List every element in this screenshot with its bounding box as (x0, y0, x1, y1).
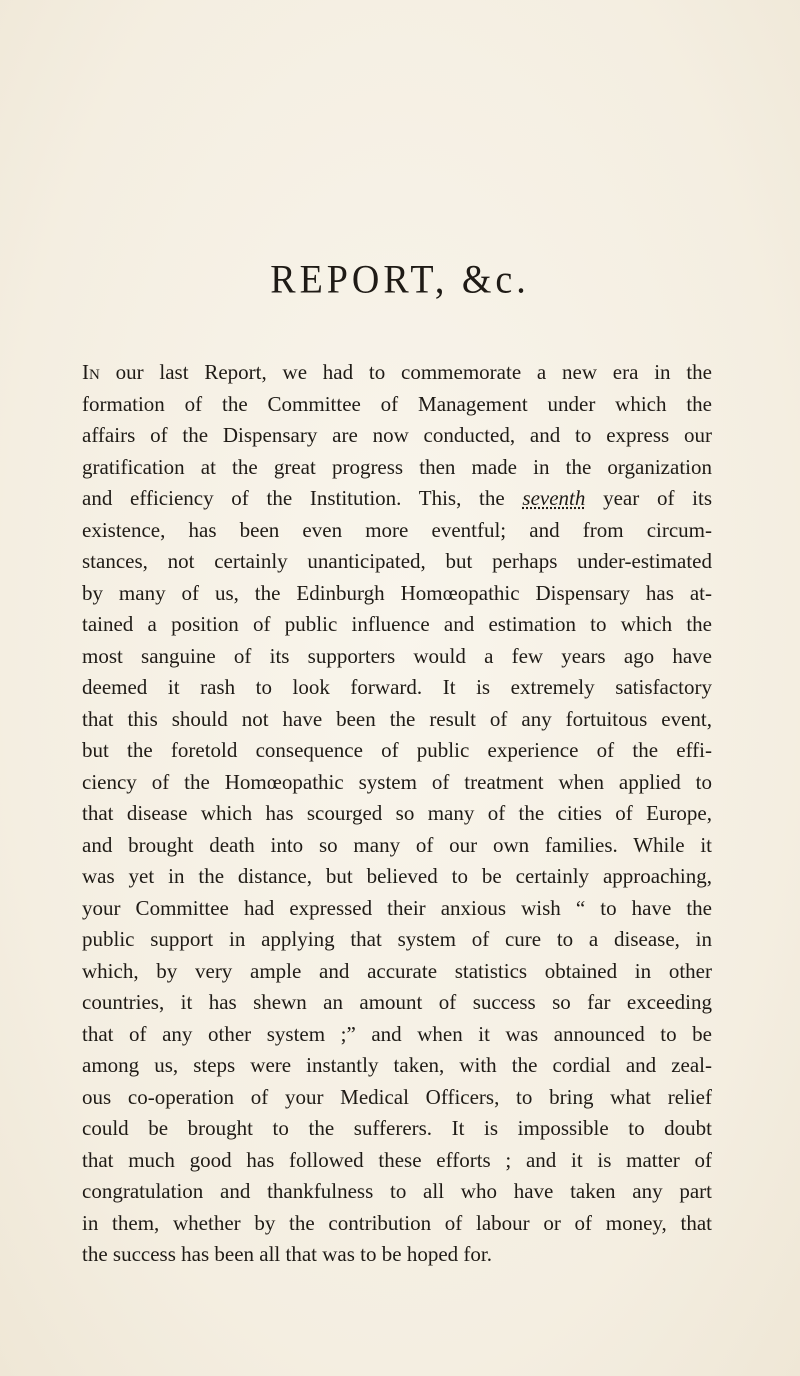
text-line: was yet in the distance, but believed to be certainly approaching, (82, 864, 712, 888)
text-line: existence, has been even more eventful; and from circum- (82, 517, 712, 542)
text-line: that this should not have been the result of any fortuitous event, (82, 706, 712, 731)
text-line: and brought death into so many of our own families. While it (82, 832, 712, 857)
text-line: affairs of the Dispensary are now conducted, and to express our (82, 423, 712, 447)
report-title: REPORT, &c. (270, 257, 530, 303)
line-text: our last Report, we had to commemorate a new era in the (99, 360, 712, 384)
text-line: by many of us, the Edinburgh Homœopathic Dispensary has at- (82, 580, 712, 605)
text-line: but the foretold consequence of public experience of the effi- (82, 738, 712, 762)
text-line: congratulation and thankfulness to all who have taken any part (82, 1179, 712, 1203)
text-line: gratification at the great progress then made in the organization (82, 454, 712, 479)
text-line: public support in applying that system of cure to a disease, in (82, 927, 712, 951)
text-line: the success has been all that was to be hoped for. (82, 1242, 492, 1266)
text-line: formation of the Committee of Management under which the (82, 391, 712, 416)
text-line: could be brought to the sufferers. It is impossible to doubt (82, 1116, 712, 1140)
text-line: in them, whether by the contribution of labour or of money, that (82, 1210, 712, 1235)
emphasis-seventh: seventh (522, 486, 586, 510)
text-line: among us, steps were instantly taken, with the cordial and zeal- (82, 1053, 712, 1077)
drop-word: In (82, 360, 100, 384)
text-line: that disease which has scourged so many of the cities of Europe, (82, 801, 712, 825)
text-line: that much good has followed these efforts ; and it is matter of (82, 1147, 712, 1172)
text-line: your Committee had expressed their anxious wish “ to have the (82, 895, 712, 920)
text-line (82, 358, 712, 386)
text-line: deemed it rash to look forward. It is extremely satisfactory (82, 675, 712, 699)
text-line: ous co-operation of your Medical Officers, to bring what relief (82, 1084, 712, 1109)
text-line: tained a position of public influence and estimation to which the (82, 612, 712, 636)
line-text: and efficiency of the Institution. This, the (82, 486, 523, 510)
line-text: year of its (585, 486, 712, 510)
text-line (82, 484, 712, 512)
text-line: that of any other system ;” and when it was announced to be (82, 1021, 712, 1046)
text-line: most sanguine of its supporters would a few years ago have (82, 643, 712, 668)
text-line: countries, it has shewn an amount of success so far exceeding (82, 990, 712, 1014)
text-line: ciency of the Homœopathic system of treatment when applied to (82, 769, 712, 794)
text-line: which, by very ample and accurate statistics obtained in other (82, 958, 712, 983)
text-line: stances, not certainly unanticipated, but perhaps under-estimated (82, 549, 712, 573)
